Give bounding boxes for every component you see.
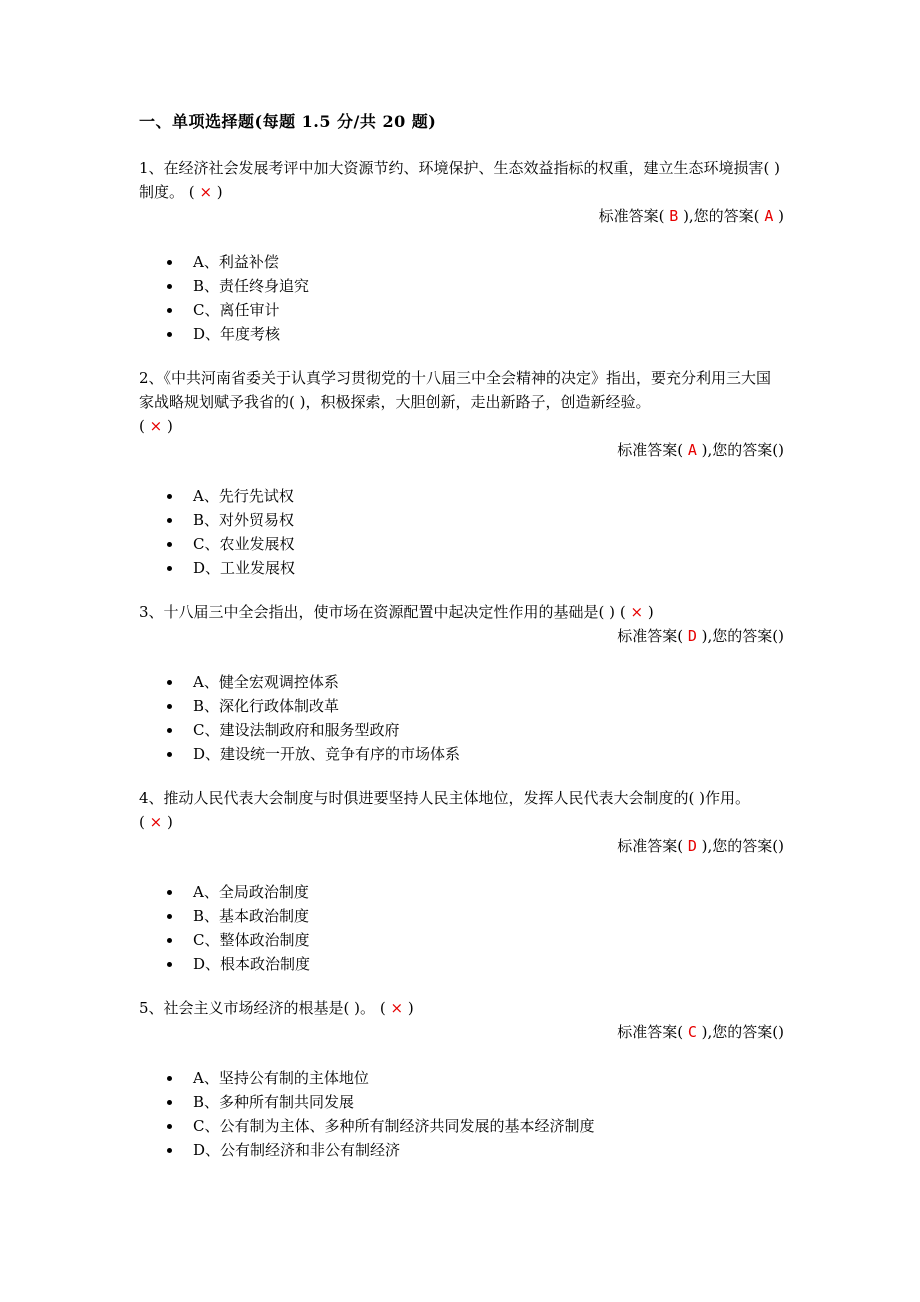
option-label: B、深化行政体制改革 [193, 697, 340, 715]
option-item [167, 532, 784, 556]
question-text [139, 156, 784, 204]
option-item [167, 952, 784, 976]
standard-answer-value: A [687, 441, 697, 459]
bullet-icon [167, 566, 172, 571]
mark-close-paren: ) [647, 603, 654, 621]
mark-open-paren: ( [379, 999, 386, 1017]
mark-close-paren: ) [167, 417, 173, 435]
standard-answer-label: 标准答案( [617, 1023, 684, 1041]
your-answer-label: ),您的答案( [701, 1023, 779, 1041]
question-text [139, 996, 784, 1020]
option-item [167, 904, 784, 928]
answer-close-paren: ) [778, 1023, 784, 1041]
option-label: B、对外贸易权 [193, 511, 295, 529]
question-text [139, 786, 784, 834]
bullet-icon [167, 962, 172, 967]
your-answer-value: A [764, 207, 774, 225]
bullet-icon [167, 494, 172, 499]
option-label: C、建设法制政府和服务型政府 [193, 721, 400, 739]
mark-close-paren: ) [407, 999, 414, 1017]
option-item [167, 484, 784, 508]
answer-close-paren: ) [778, 207, 784, 225]
option-item [167, 1138, 784, 1162]
option-label: A、利益补偿 [193, 253, 279, 271]
question-stem: 1、在经济社会发展考评中加大资源节约、环境保护、生态效益指标的权重，建立生态环境损害( )制度。 [139, 159, 781, 201]
bullet-icon [167, 1124, 172, 1129]
standard-answer-value: C [687, 1023, 697, 1041]
bullet-icon [167, 728, 172, 733]
answer-line [139, 834, 784, 858]
wrong-mark-icon: × [630, 603, 644, 621]
option-label: B、多种所有制共同发展 [193, 1093, 355, 1111]
bullet-icon [167, 680, 172, 685]
option-list [139, 484, 784, 580]
bullet-icon [167, 1076, 172, 1081]
document-page [139, 110, 784, 1182]
option-list [139, 250, 784, 346]
standard-answer-label: 标准答案( [617, 627, 684, 645]
option-label: D、建设统一开放、竞争有序的市场体系 [193, 745, 461, 763]
standard-answer-label: 标准答案( [617, 837, 684, 855]
option-item [167, 694, 784, 718]
option-label: D、年度考核 [193, 325, 281, 343]
bullet-icon [167, 260, 172, 265]
your-answer-label: ),您的答案( [701, 627, 779, 645]
option-label: A、健全宏观调控体系 [193, 673, 339, 691]
option-label: C、离任审计 [193, 301, 280, 319]
option-label: A、全局政治制度 [193, 883, 309, 901]
bullet-icon [167, 890, 172, 895]
answer-line [139, 204, 784, 228]
option-label: D、公有制经济和非公有制经济 [193, 1141, 401, 1159]
your-answer-label: ),您的答案( [701, 441, 779, 459]
mark-open-paren: ( [188, 183, 195, 201]
answer-line [139, 624, 784, 648]
your-answer-label: ),您的答案( [701, 837, 779, 855]
option-label: D、工业发展权 [193, 559, 296, 577]
question-item [139, 600, 784, 766]
option-item [167, 670, 784, 694]
option-label: D、根本政治制度 [193, 955, 311, 973]
option-item [167, 298, 784, 322]
bullet-icon [167, 752, 172, 757]
mark-open-paren: ( [139, 417, 145, 435]
standard-answer-label: 标准答案( [598, 207, 665, 225]
option-item [167, 928, 784, 952]
bullet-icon [167, 308, 172, 313]
answer-close-paren: ) [778, 837, 784, 855]
option-item [167, 1114, 784, 1138]
option-label: C、公有制为主体、多种所有制经济共同发展的基本经济制度 [193, 1117, 595, 1135]
option-label: C、整体政治制度 [193, 931, 310, 949]
wrong-mark-icon: × [149, 813, 163, 831]
option-item [167, 742, 784, 766]
your-answer-label: ),您的答案( [683, 207, 760, 225]
bullet-icon [167, 914, 172, 919]
option-label: B、基本政治制度 [193, 907, 310, 925]
bullet-icon [167, 542, 172, 547]
wrong-mark-icon: × [149, 417, 163, 435]
standard-answer-value: B [669, 207, 679, 225]
mark-open-paren: ( [619, 603, 626, 621]
question-item [139, 366, 784, 580]
answer-line [139, 1020, 784, 1044]
question-item [139, 996, 784, 1162]
mark-close-paren: ) [167, 813, 173, 831]
option-item [167, 322, 784, 346]
section-title: 一、单项选择题(每题 1.5 分/共 20 题) [139, 112, 437, 131]
question-stem: 4、推动人民代表大会制度与时俱进要坚持人民主体地位，发挥人民代表大会制度的( )作用。 [139, 789, 751, 807]
option-label: A、先行先试权 [193, 487, 294, 505]
question-stem: 3、十八届三中全会指出，使市场在资源配置中起决定性作用的基础是( ) [139, 603, 616, 621]
standard-answer-value: D [687, 627, 697, 645]
option-item [167, 274, 784, 298]
question-stem: 5、社会主义市场经济的根基是( )。 [139, 999, 376, 1017]
bullet-icon [167, 284, 172, 289]
standard-answer-label: 标准答案( [617, 441, 684, 459]
option-item [167, 718, 784, 742]
option-label: B、责任终身追究 [193, 277, 310, 295]
mark-open-paren: ( [139, 813, 145, 831]
question-item [139, 786, 784, 976]
option-list [139, 1066, 784, 1162]
option-label: C、农业发展权 [193, 535, 295, 553]
mark-close-paren: ) [216, 183, 223, 201]
option-label: A、坚持公有制的主体地位 [193, 1069, 369, 1087]
question-text [139, 366, 784, 438]
option-item [167, 880, 784, 904]
option-item [167, 1066, 784, 1090]
standard-answer-value: D [687, 837, 697, 855]
wrong-mark-icon: × [390, 999, 404, 1017]
bullet-icon [167, 938, 172, 943]
bullet-icon [167, 1148, 172, 1153]
question-item [139, 156, 784, 346]
wrong-mark-icon: × [199, 183, 213, 201]
bullet-icon [167, 332, 172, 337]
bullet-icon [167, 704, 172, 709]
option-list [139, 880, 784, 976]
option-item [167, 508, 784, 532]
bullet-icon [167, 518, 172, 523]
question-stem: 2、《中共河南省委关于认真学习贯彻党的十八届三中全会精神的决定》指出，要充分利用三大国家战略规划赋予我省的( )，积极探索，大胆创新，走出新路子，创造新经验。 [139, 369, 772, 411]
answer-close-paren: ) [778, 441, 784, 459]
question-text [139, 600, 784, 624]
answer-close-paren: ) [778, 627, 784, 645]
option-item [167, 250, 784, 274]
option-item [167, 1090, 784, 1114]
option-list [139, 670, 784, 766]
answer-line [139, 438, 784, 462]
bullet-icon [167, 1100, 172, 1105]
option-item [167, 556, 784, 580]
